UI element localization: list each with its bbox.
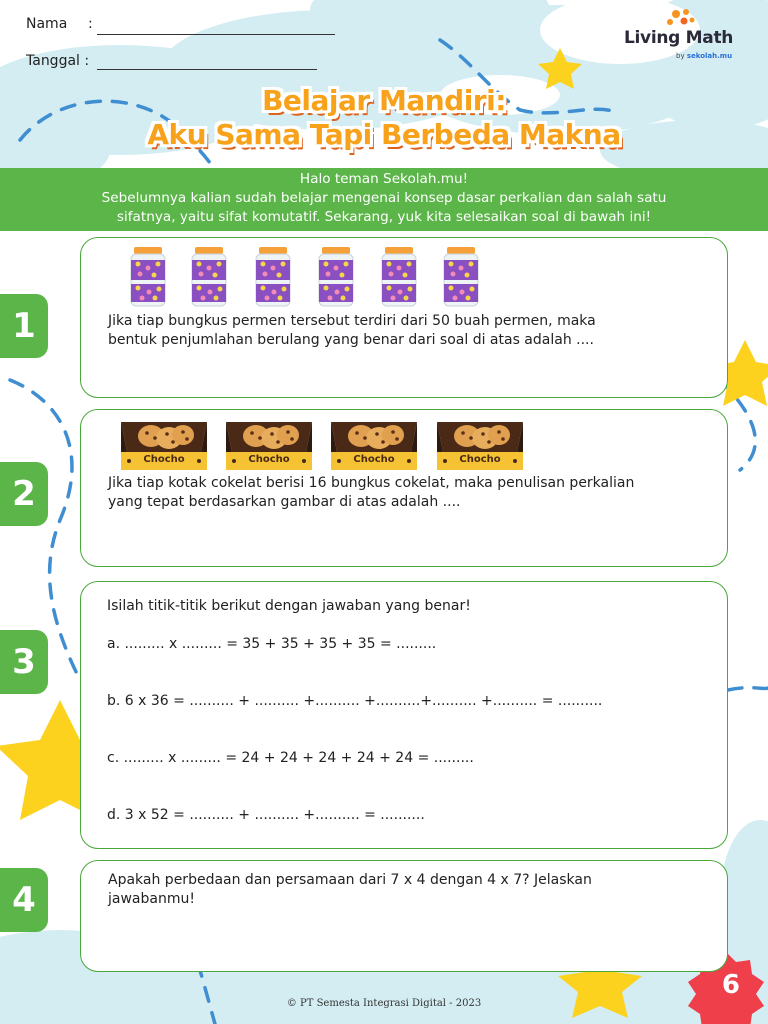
name-input-line[interactable] <box>97 34 335 35</box>
candy-jar-icon <box>189 246 229 308</box>
question-4-line-2: jawabanmu! <box>108 891 195 907</box>
chocolate-box-icon <box>331 418 417 470</box>
logo-title: Living Math <box>624 28 734 48</box>
living-math-logo <box>618 6 748 66</box>
date-input-line[interactable] <box>97 69 317 70</box>
question-3-item-b: b. 6 x 36 = .......... + .......... +.......... +..........+.......... +.......... = .......... <box>107 693 603 709</box>
question-number-1: 1 <box>0 294 48 358</box>
logo-byline <box>676 52 732 60</box>
question-number-2: 2 <box>0 462 48 526</box>
candy-jar-icon <box>253 246 293 308</box>
chocolate-box-label: Chocho <box>248 454 290 465</box>
chocolate-box-label: Chocho <box>459 454 501 465</box>
question-3-item-d: d. 3 x 52 = .......... + .......... +.......... = .......... <box>107 807 425 823</box>
question-1-text <box>108 312 596 350</box>
question-4-text <box>108 871 592 909</box>
chocolate-box-label: Chocho <box>353 454 395 465</box>
question-3-item-c: c. ......... x ......... = 24 + 24 + 24 + 24 + 24 = ......... <box>107 750 474 766</box>
page-number: 6 <box>721 970 740 1000</box>
candy-jar-icon <box>316 246 356 308</box>
question-1-line-2: bentuk penjumlahan berulang yang benar dari soal di atas adalah .... <box>108 332 594 348</box>
question-card-4 <box>80 860 728 972</box>
logo-by: by <box>676 52 685 60</box>
question-number-4: 4 <box>0 868 48 932</box>
question-2-line-1: Jika tiap kotak cokelat berisi 16 bungkus cokelat, maka penulisan perkalian <box>108 475 635 491</box>
name-colon: : <box>88 16 93 32</box>
page-title-line-2: Aku Sama Tapi Berbeda Makna <box>147 118 621 151</box>
banner-line-3: sifatnya, yaitu sifat komutatif. Sekarang, yuk kita selesaikan soal di bawah ini! <box>116 209 652 225</box>
question-3-item-a: a. ......... x ......... = 35 + 35 + 35 + 35 = ......... <box>107 636 437 652</box>
name-field-row <box>26 16 93 32</box>
candy-jar-icon <box>128 246 168 308</box>
banner-line-1: Halo teman Sekolah.mu! <box>299 171 469 187</box>
question-4-line-1: Apakah perbedaan dan persamaan dari 7 x 4 dengan 4 x 7? Jelaskan <box>108 872 592 888</box>
page-title-line-1: Belajar Mandiri: <box>262 84 506 117</box>
copyright-footer: © PT Semesta Integrasi Digital - 2023 <box>286 998 482 1009</box>
intro-banner <box>0 168 768 231</box>
question-3-intro: Isilah titik-titik berikut dengan jawaban yang benar! <box>107 598 471 614</box>
chocolate-box-icon <box>121 418 207 470</box>
banner-line-2: Sebelumnya kalian sudah belajar mengenai konsep dasar perkalian dan salah satu <box>101 190 667 206</box>
name-label: Nama <box>26 16 68 32</box>
chocolate-box-label: Chocho <box>143 454 185 465</box>
logo-brand: sekolah.mu <box>686 52 733 60</box>
date-label: Tanggal : <box>26 53 90 69</box>
candy-jar-icon <box>379 246 419 308</box>
date-field-row <box>26 53 89 69</box>
chocolate-box-icon <box>226 418 312 470</box>
question-1-line-1: Jika tiap bungkus permen tersebut terdiri dari 50 buah permen, maka <box>108 313 596 329</box>
question-2-text <box>108 474 634 512</box>
candy-jar-icon <box>441 246 481 308</box>
chocolate-box-icon <box>437 418 523 470</box>
question-2-line-2: yang tepat berdasarkan gambar di atas adalah .... <box>108 494 461 510</box>
question-number-3: 3 <box>0 630 48 694</box>
